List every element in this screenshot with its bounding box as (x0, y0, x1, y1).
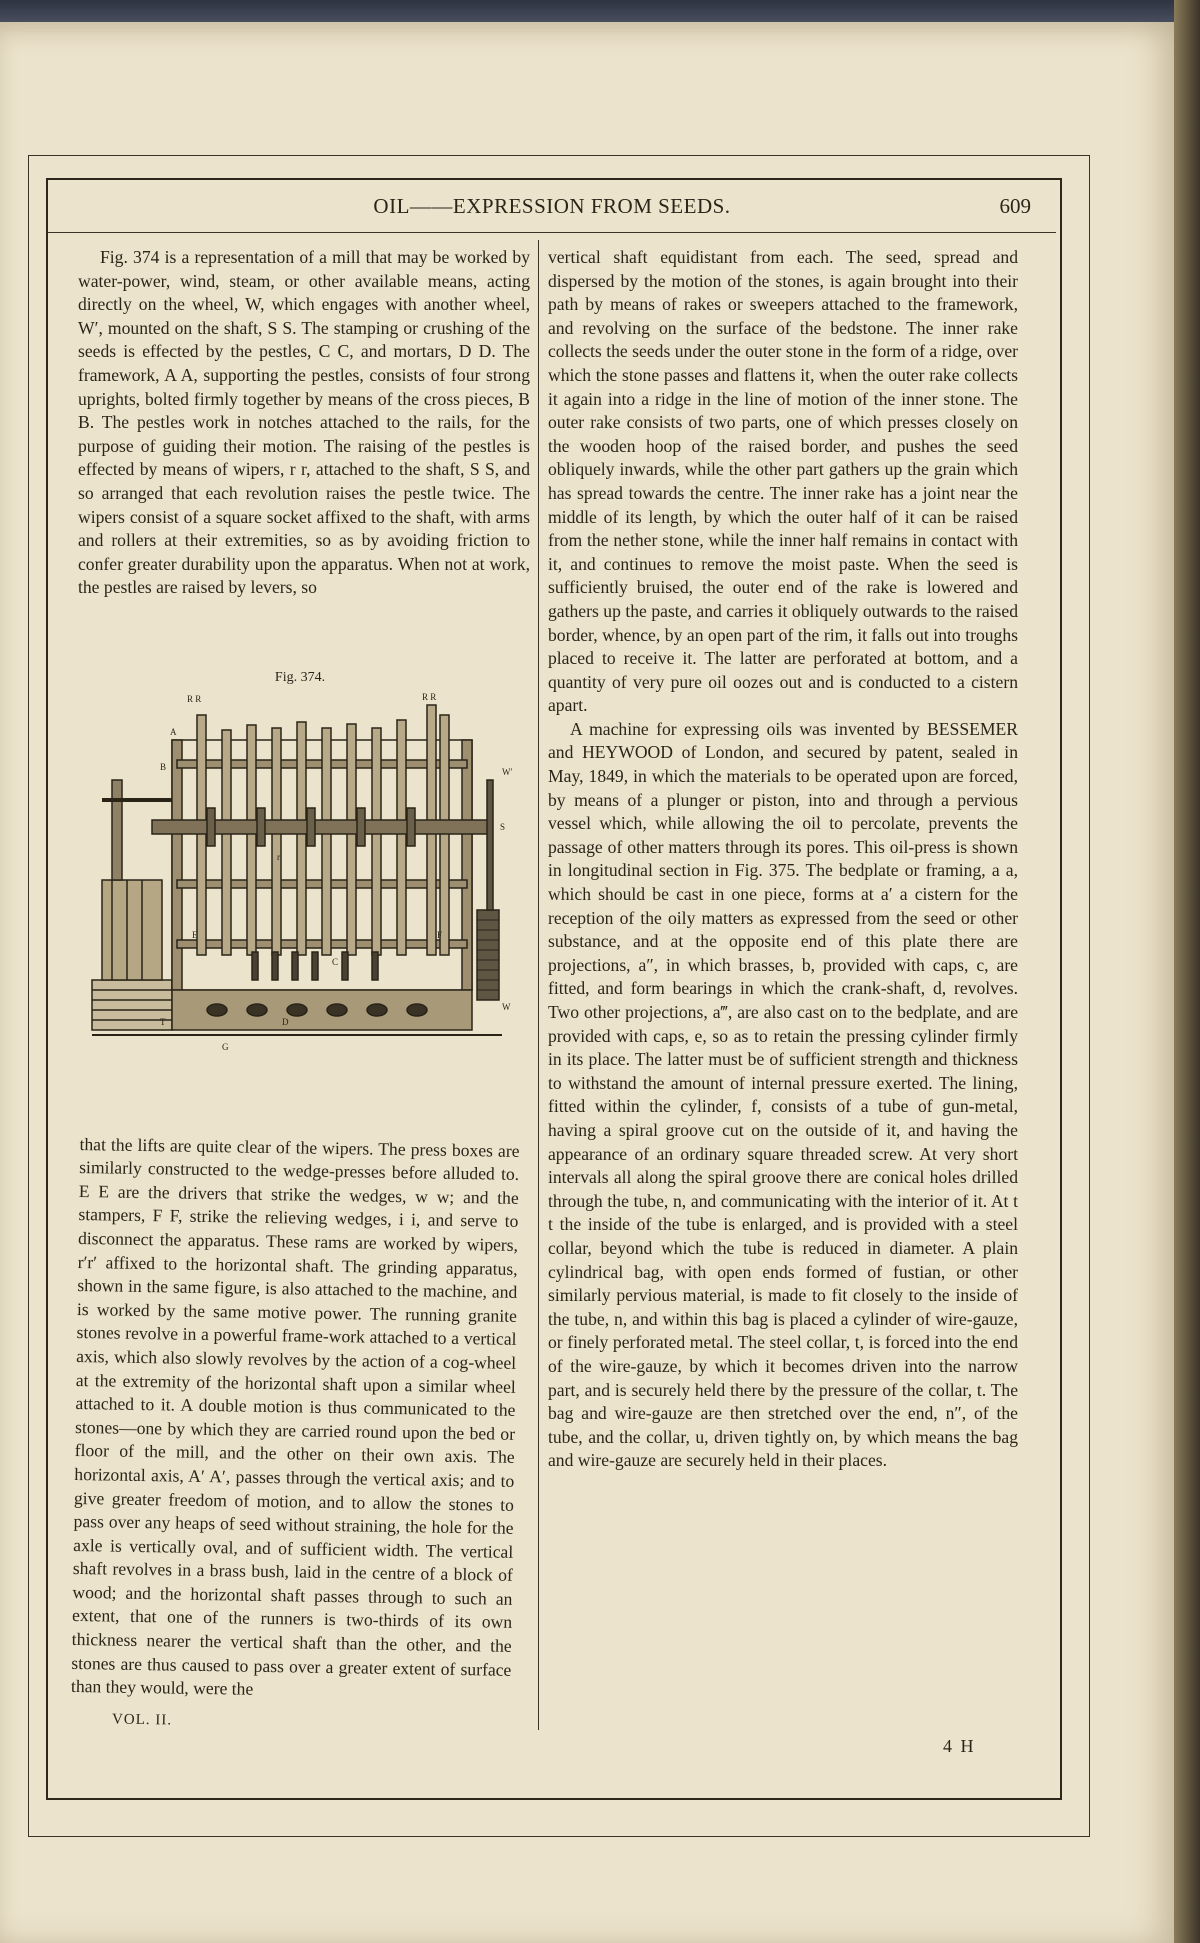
left-column-text (78, 246, 530, 646)
label-w-prime: W′ (502, 767, 513, 777)
label-w: W (502, 1002, 511, 1012)
right-column-text (548, 246, 1018, 1473)
label-t: T (160, 1017, 166, 1027)
label-s: S (500, 822, 506, 832)
label-rr-right: R R (422, 692, 437, 702)
label-f: F (437, 930, 443, 940)
right-paragraph-1: vertical shaft equidistant from each. The seed, spread and dispersed by the motion of the stones, is again brought into their path by means of rakes or sweepers attached to the framework, and revolving on the surface of the bedstone. The inner rake collects the seeds under the outer stone in the form of a ridge, over which the stone passes and flattens it, when the outer rake collects it again into a ridge in the line of motion of the inner stone. The outer rake consists of two parts, one of which presses closely on the wooden hoop of the raised border, and pushes the seed obliquely inwards, while the other part gathers up the grain which has spread towards the centre. The inner rake has a joint near the middle of its length, by which the outer half of it can be raised from the nether stone, while the inner half remains in contact with it, and continues to remove the moist paste. When the seed is sufficiently bruised, the outer end of the rake is lowered and gathers up the paste, and carries it obliquely outwards to the raised border, whence, by an open part of the rim, it falls out into troughs placed to receive it. The latter are perforated at bottom, and a quantity of very pure oil oozes out and is conducted to a cistern apart. (548, 247, 1018, 716)
left-paragraph: Fig. 374 is a representation of a mill that may be worked by water-power, wind, steam, or other available means, acting directly on the wheel, W, which engages with another wheel, W′, mounted on the shaft, S S. The stamping or crushing of the seeds is effected by the pestles, C C, and mortars, D D. The framework, A A, supporting the pestles, consists of four strong uprights, bolted firmly together by means of the cross pieces, B B. The pestles work in notches attached to the rails, for the purpose of guiding their motion. The raising of the pestles is effected by means of wipers, r r, attached to the shaft, S S, and so arranged that each revolution raises the pestle twice. The wipers consist of a square socket affixed to the shaft, with arms and rollers at their extremities, so as by avoiding friction to confer greater durability upon the apparatus. When not at work, the pestles are raised by levers, so (78, 247, 530, 598)
volume-mark: VOL. II. (111, 1711, 173, 1729)
label-a: A (170, 727, 177, 737)
signature-mark: 4 H (943, 1736, 976, 1756)
label-e: E (192, 930, 198, 940)
right-paragraph-2: A machine for expressing oils was invented by BESSEMER and HEYWOOD of London, and secured by patent, sealed in May, 1849, in which the materials to be operated upon are forced, by means of a plunger or piston, into and through a pervious vessel which, while allowing the oil to percolate, prevents the passage of other matters through its pores. This oil-press is shown in longitudinal section in Fig. 375. The bedplate or framing, a a, which should be cast in one piece, forms at a′ a cistern for the reception of the oily matters as expressed from the seed or other substance, and at the opposite end of this plate there are projections, a″, in which brasses, b, provided with caps, c, are fitted, and form bearings in which the crank-shaft, d, revolves. Two other projections, a‴, are also cast on to the bedplate, and are provided with caps, e, so as to retain the pressing cylinder firmly in its place. The latter must be of sufficient strength and thickness to withstand the amount of internal pressure exerted. The lining, fitted within the cylinder, f, consists of a tube of gun-metal, having a spiral groove cut on the outside of it, and having the appearance of an ordinary square threaded screw. At very short intervals all along the spiral groove there are conical holes drilled through the tube, n, and communicating with the interior of it. At t t the inside of the tube is enlarged, and is provided with a steel collar, beyond which the tube is reduced in diameter. A plain cylindrical bag, with open ends formed of fustian, or other similarly pervious material, is made to fit closely to the inside of the tube, n, and within this bag is placed a cylinder of wire-gauze, or finely perforated metal. The steel collar, t, is forced into the end of the wire-gauze, by which it becomes driven into the narrow part, and is securely held there by the pressure of the collar, t. The bag and wire-gauze are then stretched over the end, n″, of the tube, and the collar, u, driven tightly on, by which means the bag and wire-gauze are securely held in their places. (548, 718, 1018, 1471)
label-r: r (277, 852, 280, 862)
label-rr-left: R R (187, 694, 202, 704)
label-b: B (160, 762, 167, 772)
label-c: C (332, 957, 339, 967)
figure-caption: Fig. 374. (274, 670, 326, 685)
book-top-edge (0, 0, 1200, 24)
left-column-continued (71, 1115, 520, 1723)
book-spine (1174, 0, 1200, 1943)
page-title: OIL——EXPRESSION FROM SEEDS. (373, 194, 731, 218)
column-divider (538, 240, 539, 1730)
running-header (48, 190, 1056, 226)
left-paragraph-continued: that the lifts are quite clear of the wipers. The press boxes are similarly constructed to the wedge-presses before alluded to. E E are the drivers that strike the wedges, w w; and the stampers, F F, strike the relieving wedges, i i, and serve to disconnect the apparatus. These rams are worked by wipers, r′r′ affixed to the horizontal shaft. The grinding apparatus, shown in the same figure, is also attached to the machine, and is worked by the same motive power. The running granite stones revolve in a powerful frame-work attached to a vertical axis, which also slowly revolves by the action of a cog-wheel at the extremity of the horizontal shaft upon a similar wheel attached to it. A double motion is thus communicated to the stones—one by which they are carried round upon the bed or floor of the mill, and the other on their own axis. The horizontal axis, A′ A′, passes through the vertical axis; and to give greater freedom of motion, and to allow the stones to pass over any heaps of seed without straining, the hole for the axle is vertically oval, and of sufficient width. The vertical shaft revolves in a brass bush, laid in the centre of a block of wood; and the horizontal shaft passes through to such an extent, that one of the runners is two-thirds of its own thickness nearer the vertical shaft than the other, and the stones are thus caused to pass over a greater extent of surface than they would, were the (70, 1133, 520, 1700)
page-number: 609 (999, 194, 1031, 218)
header-rule (48, 232, 1056, 233)
label-g: G (222, 1042, 229, 1052)
label-d: D (282, 1017, 289, 1027)
mill-illustration (82, 690, 532, 1110)
